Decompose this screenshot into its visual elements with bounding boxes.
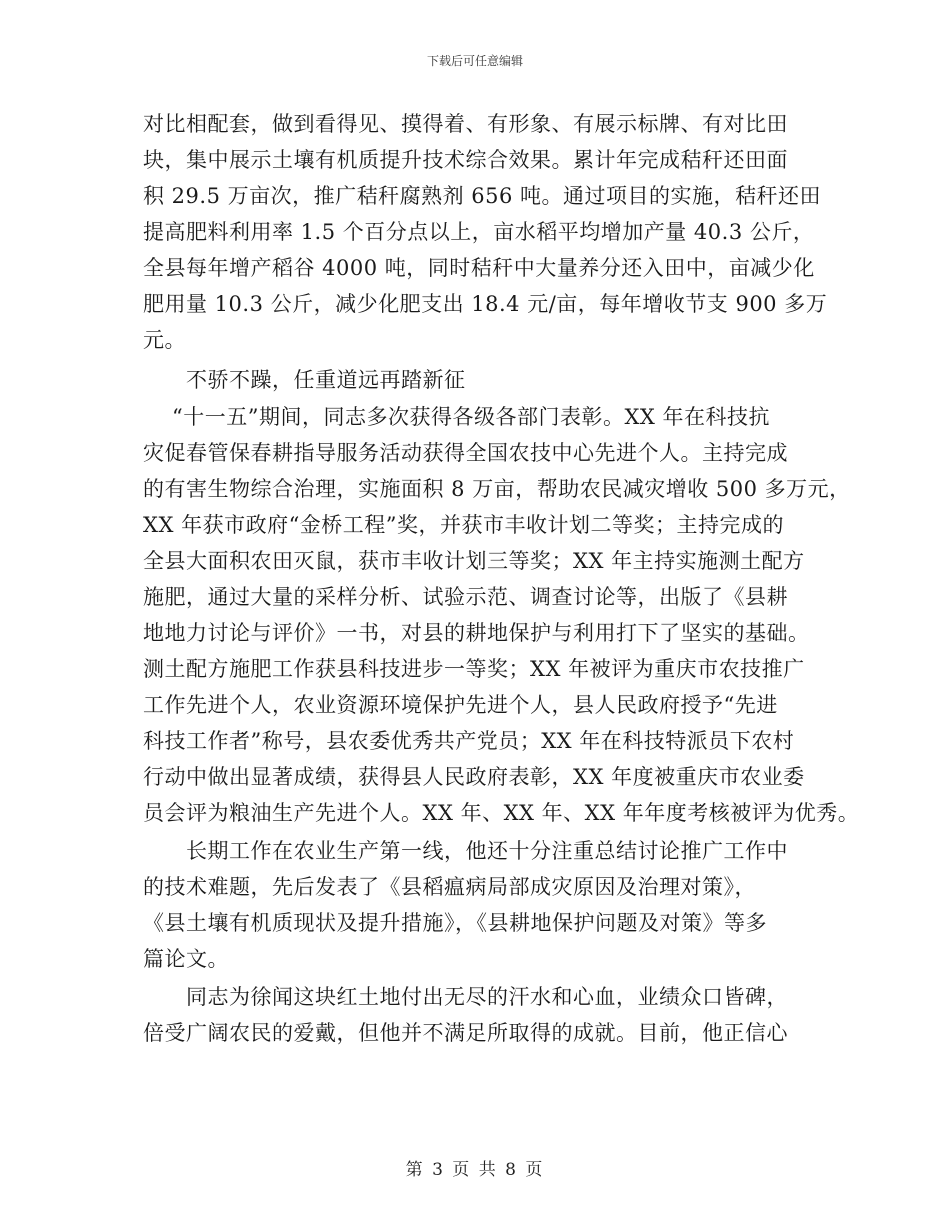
body-line: 地地力讨论与评价》一书，对县的耕地保护与利用打下了坚实的基础。 — [143, 621, 810, 645]
body-line: 篇论文。 — [143, 947, 229, 971]
body-line: 施肥，通过大量的采样分析、试验示范、调查讨论等，出版了《县耕 — [143, 585, 788, 609]
header-note: 下载后可任意编辑 — [426, 54, 523, 68]
paragraph-first-line: 长期工作在农业生产第一线，他还十分注重总结讨论推广工作中 — [186, 839, 788, 863]
body-line: XX 年获市政府“金桥工程”奖，并获市丰收计划二等奖；主持完成的 — [143, 513, 785, 537]
body-line: 的有害生物综合治理，实施面积 8 万亩，帮助农民减灾增收 500 多万元， — [143, 477, 851, 501]
body-line: 肥用量 10.3 公斤，减少化肥支出 18.4 元/亩，每年增收节支 900 多万 — [143, 292, 828, 316]
body-line: 测土配方施肥工作获县科技进步一等奖；XX 年被评为重庆市农技推广 — [143, 657, 805, 681]
body-line: 倍受广阔农民的爱戴，但他并不满足所取得的成就。目前，他正信心 — [143, 1021, 788, 1045]
body-line: 积 29.5 万亩次，推广秸秆腐熟剂 656 吨。通过项目的实施，秸秆还田 — [143, 184, 822, 208]
body-line: 块，集中展示土壤有机质提升技术综合效果。累计年完成秸秆还田面 — [143, 148, 788, 172]
body-line: 《县土壤有机质现状及提升措施》，《县耕地保护问题及对策》等多 — [143, 911, 767, 935]
body-line: 的技术难题，先后发表了《县稻瘟病局部成灾原因及治理对策》， — [143, 875, 756, 899]
page-number: 第 3 页 共 8 页 — [405, 1160, 545, 1180]
body-line: 对比相配套，做到看得见、摸得着、有形象、有展示标牌、有对比田 — [143, 112, 788, 136]
paragraph-first-line: 同志为徐闻这块红土地付出无尽的汗水和心血，业绩众口皆碑， — [186, 985, 788, 1009]
body-line: 科技工作者”称号，县农委优秀共产党员；XX 年在科技特派员下农村 — [143, 729, 795, 753]
body-line: 全县大面积农田灭鼠，获市丰收计划三等奖；XX 年主持实施测土配方 — [143, 549, 805, 573]
body-line: 提高肥料利用率 1.5 个百分点以上，亩水稻平均增加产量 40.3 公斤， — [143, 220, 815, 244]
body-line: 元。 — [143, 328, 186, 352]
body-line: 全县每年增产稻谷 4000 吨，同时秸秆中大量养分还入田中，亩减少化 — [143, 256, 815, 280]
body-line: 员会评为粮油生产先进个人。XX 年、XX 年、XX 年年度考核被评为优秀。 — [143, 801, 860, 825]
body-line: 行动中做出显著成绩，获得县人民政府表彰，XX 年度被重庆市农业委 — [143, 765, 805, 789]
body-line: 灾促春管保春耕指导服务活动获得全国农技中心先进个人。主持完成 — [143, 441, 788, 465]
body-line: 工作先进个人，农业资源环境保护先进个人，县人民政府授予“先进 — [143, 693, 778, 717]
paragraph-first-line: “十一五”期间，同志多次获得各级各部门表彰。XX 年在科技抗 — [172, 405, 771, 429]
section-heading: 不骄不躁，任重道远再踏新征 — [186, 368, 466, 392]
